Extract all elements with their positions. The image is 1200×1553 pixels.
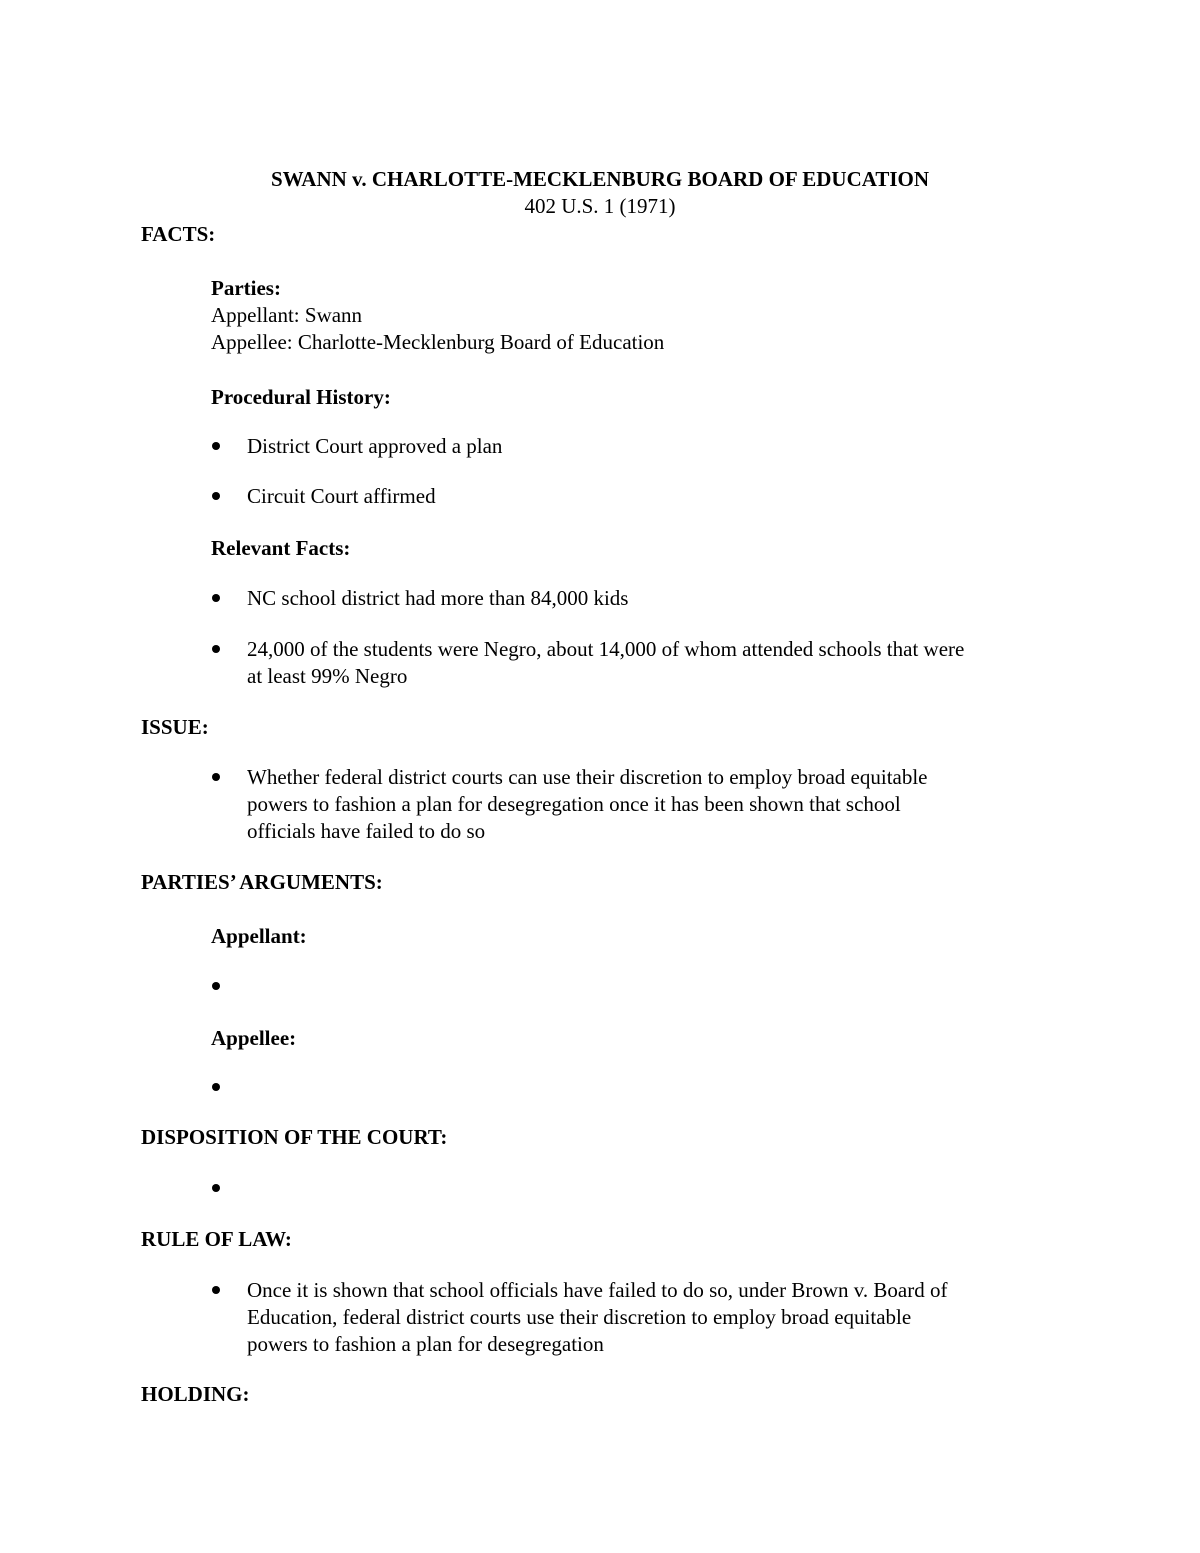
holding-heading: HOLDING:	[141, 1382, 250, 1406]
relevant-facts-heading: Relevant Facts:	[211, 536, 351, 560]
rule-of-law-heading: RULE OF LAW:	[141, 1227, 292, 1251]
bullet-icon	[212, 1286, 220, 1294]
rule-of-law-line: powers to fashion a plan for desegregation	[247, 1332, 604, 1356]
relevant-facts-item: NC school district had more than 84,000 kids	[247, 586, 629, 610]
case-citation: 402 U.S. 1 (1971)	[524, 194, 676, 218]
procedural-history-item: District Court approved a plan	[247, 434, 503, 458]
disposition-heading: DISPOSITION OF THE COURT:	[141, 1125, 448, 1149]
rule-of-law-line: Once it is shown that school officials have failed to do so, under Brown v. Board of	[247, 1278, 948, 1302]
procedural-history-heading: Procedural History:	[211, 385, 391, 409]
appellee-line: Appellee: Charlotte-Mecklenburg Board of Education	[211, 330, 665, 354]
bullet-icon	[212, 492, 220, 500]
case-title: SWANN v. CHARLOTTE-MECKLENBURG BOARD OF EDUCATION	[270, 167, 930, 191]
relevant-facts-item-line: 24,000 of the students were Negro, about 14,000 of whom attended schools that were	[247, 637, 965, 661]
relevant-facts-item-line: at least 99% Negro	[247, 664, 408, 688]
bullet-icon	[212, 645, 220, 653]
appellant-arguments-heading: Appellant:	[211, 924, 307, 948]
facts-heading: FACTS:	[141, 222, 216, 246]
bullet-icon	[212, 594, 220, 602]
issue-line: Whether federal district courts can use their discretion to employ broad equitable	[247, 765, 928, 789]
parties-arguments-heading: PARTIES’ ARGUMENTS:	[141, 870, 383, 894]
procedural-history-item: Circuit Court affirmed	[247, 484, 436, 508]
bullet-icon	[212, 1184, 220, 1192]
issue-line: officials have failed to do so	[247, 819, 486, 843]
rule-of-law-line: Education, federal district courts use their discretion to employ broad equitable	[247, 1305, 912, 1329]
appellant-line: Appellant: Swann	[211, 303, 363, 327]
bullet-icon	[212, 982, 220, 990]
appellee-arguments-heading: Appellee:	[211, 1026, 297, 1050]
issue-heading: ISSUE:	[141, 715, 209, 739]
bullet-icon	[212, 773, 220, 781]
parties-heading: Parties:	[211, 276, 281, 300]
issue-line: powers to fashion a plan for desegregation once it has been shown that school	[247, 792, 901, 816]
bullet-icon	[212, 442, 220, 450]
bullet-icon	[212, 1083, 220, 1091]
